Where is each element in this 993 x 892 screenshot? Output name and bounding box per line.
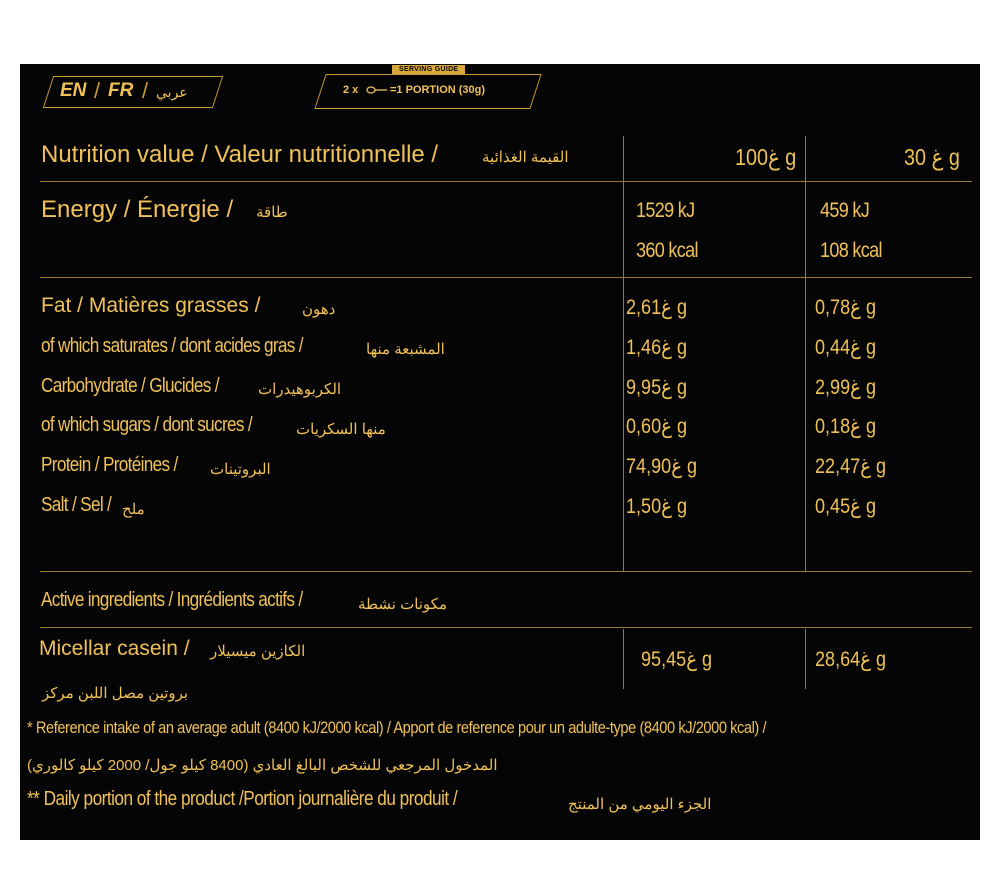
column-divider: [805, 136, 806, 571]
active-ingredients-label-ar: مكونات نشطة: [358, 596, 448, 613]
saturates-label: of which saturates / dont acides gras /: [41, 335, 303, 357]
energy-label: Energy / Énergie /: [41, 196, 234, 223]
fat-100g: غ2,61 g: [626, 296, 687, 319]
carbohydrate-30g: غ2,99 g: [815, 376, 876, 399]
energy-kcal-100g: 360 kcal: [636, 239, 698, 262]
salt-label-ar: ملح: [122, 501, 145, 518]
divider: [40, 181, 972, 182]
saturates-label-ar: المشبعة منها: [366, 341, 445, 358]
protein-label: Protein / Protéines /: [41, 454, 178, 476]
daily-portion-note: ** Daily portion of the product /Portion journalière du produit /: [27, 788, 458, 810]
reference-intake-note-ar: المدخول المرجعي للشخص البالغ العادي (8400 كيلو جول/ 2000 كيلو كالوري): [27, 757, 498, 774]
protein-100g: غ74,90 g: [626, 455, 697, 478]
column-header-100g: غ100 g: [735, 144, 796, 170]
protein-label-ar: البروتينات: [210, 461, 271, 478]
fat-30g: غ0,78 g: [815, 296, 876, 319]
divider: [40, 627, 972, 628]
serving-guide-label: SERVING GUIDE: [392, 65, 465, 74]
column-divider: [623, 629, 624, 689]
nutrition-panel: [20, 64, 980, 840]
sugars-label-ar: منها السكريات: [296, 421, 386, 438]
lang-fr-tab[interactable]: FR: [108, 80, 134, 101]
energy-kcal-30g: 108 kcal: [820, 239, 882, 262]
fat-label: Fat / Matières grasses /: [41, 294, 261, 317]
protein-30g: غ22,47 g: [815, 455, 886, 478]
scoop-icon: [366, 86, 388, 94]
carbohydrate-label-ar: الكربوهيدرات: [258, 381, 342, 398]
salt-label: Salt / Sel /: [41, 494, 112, 516]
casein-100g: غ95,45 g: [641, 648, 712, 671]
casein-30g: غ28,64 g: [815, 648, 886, 671]
fat-label-ar: دهون: [302, 301, 336, 318]
casein-label-ar: الكازين ميسيلار: [210, 643, 306, 660]
sugars-30g: غ0,18 g: [815, 415, 876, 438]
lang-divider: /: [142, 78, 149, 103]
daily-portion-note-ar: الجزء اليومي من المنتج: [568, 796, 712, 813]
salt-30g: غ0,45 g: [815, 495, 876, 518]
serving-portion: =1 PORTION (30g): [390, 84, 486, 96]
energy-label-ar: طاقة: [256, 204, 288, 221]
lang-en-tab[interactable]: EN: [60, 80, 87, 101]
divider: [40, 571, 972, 572]
carbohydrate-100g: غ9,95 g: [626, 376, 687, 399]
casein-label: Micellar casein /: [39, 637, 190, 660]
column-divider: [623, 136, 624, 571]
energy-kj-100g: 1529 kJ: [636, 199, 695, 222]
column-header-30g: غ 30 g: [904, 144, 960, 170]
salt-100g: غ1,50 g: [626, 495, 687, 518]
saturates-100g: غ1,46 g: [626, 336, 687, 359]
reference-intake-note: * Reference intake of an average adult (8400 kJ/2000 kcal) / Apport de reference pour un adulte-type (8400 kJ/2000 kcal) /: [27, 718, 767, 737]
saturates-30g: غ0,44 g: [815, 336, 876, 359]
table-title: Nutrition value / Valeur nutritionnelle /: [41, 141, 439, 168]
sugars-label: of which sugars / dont sucres /: [41, 414, 252, 436]
table-title-ar: القيمة الغذائية: [482, 149, 569, 166]
lang-ar-tab[interactable]: عربي: [156, 84, 188, 100]
active-ingredients-label: Active ingredients / Ingrédients actifs /: [41, 589, 303, 611]
energy-kj-30g: 459 kJ: [820, 199, 870, 222]
casein-sub-ar: بروتين مصل اللبن مركز: [42, 685, 189, 702]
divider: [40, 277, 972, 278]
column-divider: [805, 629, 806, 689]
carbohydrate-label: Carbohydrate / Glucides /: [41, 375, 219, 397]
serving-prefix: 2 x: [343, 84, 359, 96]
lang-divider: /: [94, 78, 101, 103]
sugars-100g: غ0,60 g: [626, 415, 687, 438]
